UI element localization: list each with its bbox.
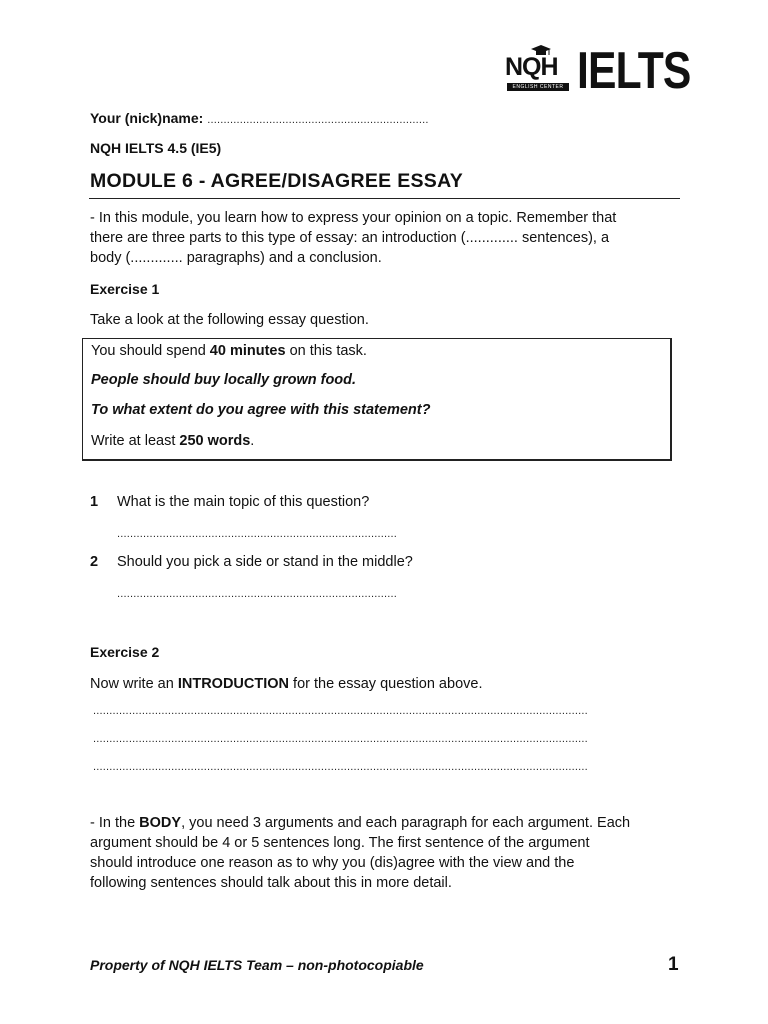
intro-paragraph: [90, 208, 680, 268]
exercise-2-label: Exercise 2: [90, 644, 160, 660]
logo-subtitle: ENGLISH CENTER: [507, 83, 569, 91]
question-text: What is the main topic of this question?: [117, 494, 370, 510]
body-paragraph: [90, 813, 680, 893]
writing-line: ........................................................................................................................................................: [93, 761, 588, 773]
page-number: 1: [668, 954, 679, 975]
exercise-2-instruction: Now write an INTRODUCTION for the essay question above.: [90, 676, 483, 692]
question-number: 1: [90, 494, 99, 510]
question-2: [90, 554, 680, 574]
name-blank: ....................................................................: [207, 114, 429, 126]
task-word-count: Write at least 250 words.: [91, 433, 255, 449]
logo-product: IELTS: [577, 42, 691, 100]
module-title: MODULE 6 - AGREE/DISAGREE ESSAY: [90, 170, 464, 192]
name-label: Your (nick)name:: [90, 110, 204, 126]
exercise-1-label: Exercise 1: [90, 281, 160, 297]
task-time: You should spend 40 minutes on this task.: [91, 343, 367, 359]
introduction-keyword: INTRODUCTION: [177, 676, 290, 692]
task-statement: People should buy locally grown food.: [91, 372, 357, 388]
task-question: To what extent do you agree with this statement?: [91, 402, 431, 418]
footer-copyright: Property of NQH IELTS Team – non-photocopiable: [90, 957, 424, 973]
body-line-2: argument should be 4 or 5 sentences long. The first sentence of the argument: [90, 835, 590, 851]
writing-line: ........................................................................................................................................................: [93, 705, 588, 717]
nqh-ielts-logo: [505, 42, 700, 100]
name-field: [90, 110, 429, 126]
question-text: Should you pick a side or stand in the middle?: [117, 554, 413, 570]
intro-line-2: there are three parts to this type of essay: an introduction (............. sentences), a: [90, 230, 610, 246]
essay-task-box: [82, 338, 672, 461]
answer-line: ......................................................................................: [117, 588, 398, 600]
body-line-3: should introduce one reason as to why you (dis)agree with the view and the: [90, 855, 575, 871]
intro-line-3: body (............. paragraphs) and a conclusion.: [90, 250, 382, 266]
logo-brand: NQH: [505, 53, 558, 81]
body-keyword: BODY: [139, 815, 182, 831]
question-number: 2: [90, 554, 99, 570]
intro-line-1: - In this module, you learn how to express your opinion on a topic. Remember that: [90, 210, 617, 226]
answer-line: ......................................................................................: [117, 528, 398, 540]
task-words: 250 words: [179, 433, 251, 449]
exercise-1-instruction: Take a look at the following essay question.: [90, 312, 369, 328]
course-code: NQH IELTS 4.5 (IE5): [90, 140, 222, 156]
task-minutes: 40 minutes: [209, 343, 286, 359]
title-divider: [89, 198, 680, 199]
question-1: [90, 494, 680, 514]
body-line-1: - In the BODY, you need 3 arguments and each paragraph for each argument. Each: [90, 815, 631, 831]
writing-line: ........................................................................................................................................................: [93, 733, 588, 745]
body-line-4: following sentences should talk about this in more detail.: [90, 875, 452, 891]
